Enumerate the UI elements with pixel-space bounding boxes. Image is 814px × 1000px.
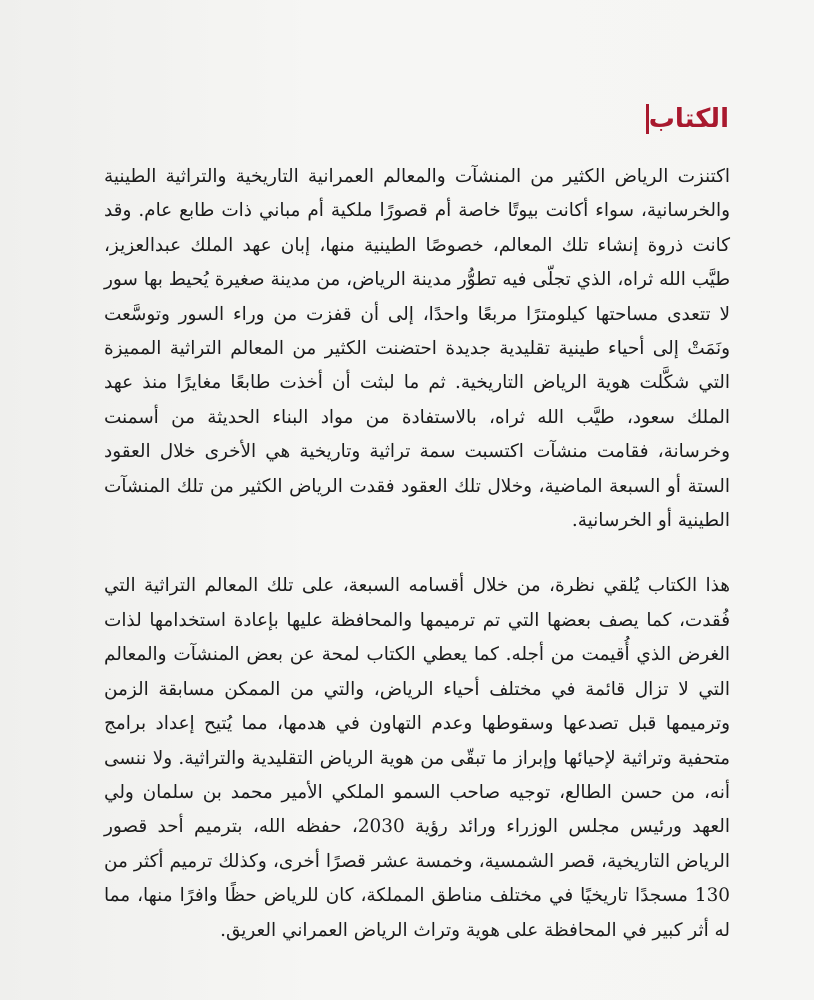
section-heading <box>636 102 729 136</box>
heading-accent-bar <box>646 104 649 134</box>
paragraph-1: اكتنزت الرياض الكثير من المنشآت والمعالم العمرانية التاريخية والتراثية الطينية والخرسانية، سواء أكانت بيوتًا خاصة أم قصورًا ملكية أم مباني ذات طابع عام. وقد كانت ذروة إنشاء تلك المعالم، خصوصًا الطينية منها، إبان عهد الملك عبدالعزيز، طيَّب الله ثراه، الذي تجلّى فيه تطوُّر مدينة الرياض، من مدينة صغيرة يُحيط بها سور لا تتعدى مساحتها كيلومترًا مربعًا واحدًا، إلى أن قفزت من وراء السور وتوسَّعت ونَمَتْ إلى أحياء طينية تقليدية جديدة احتضنت الكثير من المعالم التراثية المميزة التي شكَّلت هوية الرياض التاريخية. ثم ما لبثت أن أخذت طابعًا مغايرًا منذ عهد الملك سعود، طيَّب الله ثراه، بالاستفادة من مواد البناء الحديثة من أسمنت وخرسانة، فقامت منشآت اكتسبت سمة تراثية وتاريخية هي الأخرى خلال العقود الستة أو السبعة الماضية، وخلال تلك العقود فقدت الرياض الكثير من تلك المنشآت الطينية أو الخرسانية. <box>104 166 730 532</box>
paragraph-2: هذا الكتاب يُلقي نظرة، من خلال أقسامه السبعة، على تلك المعالم التراثية التي فُقدت، كما يصف بعضها التي تم ترميمها والمحافظة عليها بإعادة استخدامها لذات الغرض الذي أُقيمت من أجله. كما يعطي الكتاب لمحة عن بعض المنشآت والمعالم التي لا تزال قائمة في مختلف أحياء الرياض، والتي من الممكن مسابقة الزمن وترميمها قبل تصدعها وسقوطها وعدم التهاون في هدمها، مما يُتيح إعداد برامج متحفية وتراثية لإحيائها وإبراز ما تبقّى من هوية الرياض التقليدية والتراثية. ولا ننسى أنه، من حسن الطالع، توجيه صاحب السمو الملكي الأمير محمد بن سلمان ولي العهد ورئيس مجلس الوزراء ورائد رؤية 2030، حفظه الله، بترميم أحد قصور الرياض التاريخية، قصر الشمسية، وخمسة عشر قصرًا أخرى، وكذلك ترميم أكثر من 130 مسجدًا تاريخيًا في مختلف مناطق المملكة، كان للرياض حظًا وافرًا منها، مما له أثر كبير في المحافظة على هوية وتراث الرياض العمراني العريق. <box>104 575 730 941</box>
section-title: الكتاب <box>648 104 729 134</box>
body-text <box>104 160 730 948</box>
